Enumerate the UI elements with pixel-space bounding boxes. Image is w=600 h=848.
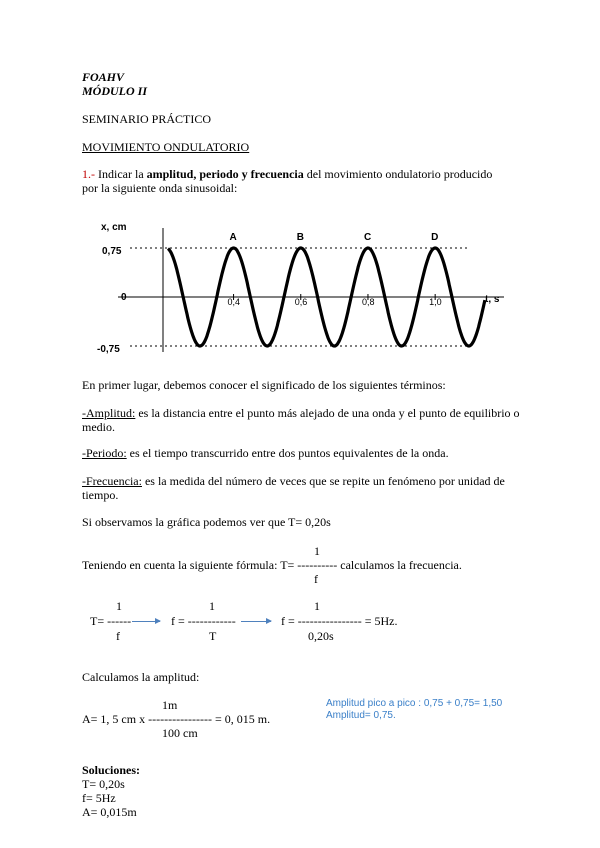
def-frecuencia bbox=[82, 474, 505, 488]
peak-label: A bbox=[229, 232, 237, 243]
intro-text: En primer lugar, debemos conocer el significado de los siguientes términos: bbox=[82, 378, 446, 392]
deriv-numerator-3: 1 bbox=[314, 599, 320, 613]
wave-chart bbox=[0, 0, 600, 400]
deriv-equation-3: f = ---------------- = 5Hz. bbox=[281, 614, 398, 628]
x-tick-label: 1,0 bbox=[429, 297, 442, 307]
formula-numerator: 1 bbox=[314, 544, 320, 558]
arrow-right-icon bbox=[132, 621, 160, 622]
y-tick-label: -0,75 bbox=[97, 344, 120, 355]
question-pre: Indicar la bbox=[95, 167, 147, 181]
deriv-numerator-1: 1 bbox=[116, 599, 122, 613]
y-tick-label: 0 bbox=[121, 292, 127, 303]
formula-line: Teniendo en cuenta la siguiente fórmula: T= ---------- calculamos la frecuencia. bbox=[82, 558, 462, 572]
solution-frequency: f= 5Hz bbox=[82, 791, 116, 805]
observation-text: Si observamos la gráfica podemos ver que T= 0,20s bbox=[82, 515, 331, 529]
question-bold: amplitud, periodo y frecuencia bbox=[146, 167, 304, 181]
note-peak-to-peak: Amplitud pico a pico : 0,75 + 0,75= 1,50 bbox=[326, 698, 503, 709]
topic-title: MOVIMIENTO ONDULATORIO bbox=[82, 140, 250, 154]
deriv-equation-1: T= ------ bbox=[90, 614, 132, 628]
def-periodo bbox=[82, 446, 449, 460]
solution-period: T= 0,20s bbox=[82, 777, 125, 791]
course-code: FOAHV bbox=[82, 70, 125, 84]
x-tick-label: 0,8 bbox=[361, 297, 375, 307]
deriv-denominator-3: 0,20s bbox=[308, 629, 334, 643]
frecuencia-text: es la medida del número de veces que se repite un fenómeno por unidad de bbox=[141, 474, 505, 488]
module-title: MÓDULO II bbox=[82, 84, 148, 98]
peak-label: B bbox=[296, 232, 304, 243]
x-axis-label: t, s bbox=[485, 294, 500, 305]
question-line-2: por la siguiente onda sinusoidal: bbox=[82, 181, 238, 195]
periodo-text: es el tiempo transcurrido entre dos puntos equivalentes de la onda. bbox=[126, 446, 449, 460]
peak-label: D bbox=[431, 232, 439, 243]
amp-calc-line: A= 1, 5 cm x ---------------- = 0, 015 m. bbox=[82, 712, 271, 726]
solutions-title: Soluciones: bbox=[82, 763, 141, 777]
y-axis-label: x, cm bbox=[101, 222, 127, 233]
amplitud-text: es la distancia entre el punto más alejado de una onda y el punto de equilibrio o bbox=[135, 406, 520, 420]
def-frecuencia-cont: tiempo. bbox=[82, 488, 119, 502]
question-post: del movimiento ondulatorio producido bbox=[303, 167, 493, 181]
deriv-numerator-2: 1 bbox=[209, 599, 215, 613]
formula-denominator: f bbox=[314, 572, 318, 586]
x-tick-label: 0,4 bbox=[227, 297, 241, 307]
deriv-denominator-1: f bbox=[116, 629, 120, 643]
note-amplitude: Amplitud= 0,75. bbox=[326, 710, 396, 721]
peak-label: C bbox=[363, 232, 372, 243]
term-frecuencia: -Frecuencia: bbox=[82, 474, 142, 488]
seminar-title: SEMINARIO PRÁCTICO bbox=[82, 112, 212, 126]
amp-calc-numerator: 1m bbox=[162, 698, 178, 712]
term-amplitud: -Amplitud: bbox=[82, 406, 136, 420]
question-number: 1.- bbox=[82, 167, 95, 181]
deriv-denominator-2: T bbox=[209, 629, 217, 643]
def-amplitud bbox=[82, 406, 520, 420]
amp-calc-denominator: 100 cm bbox=[162, 726, 198, 740]
def-amplitud-cont: medio. bbox=[82, 420, 115, 434]
solution-amplitude: A= 0,015m bbox=[82, 805, 137, 819]
arrow-right-icon bbox=[241, 621, 271, 622]
y-tick-label: 0,75 bbox=[102, 246, 122, 257]
peak-labels bbox=[230, 232, 439, 243]
deriv-equation-2: f = ------------ bbox=[171, 614, 236, 628]
x-ticks bbox=[228, 294, 442, 307]
amp-calc-intro: Calculamos la amplitud: bbox=[82, 670, 200, 684]
x-tick-label: 0,6 bbox=[294, 297, 308, 307]
term-periodo: -Periodo: bbox=[82, 446, 127, 460]
